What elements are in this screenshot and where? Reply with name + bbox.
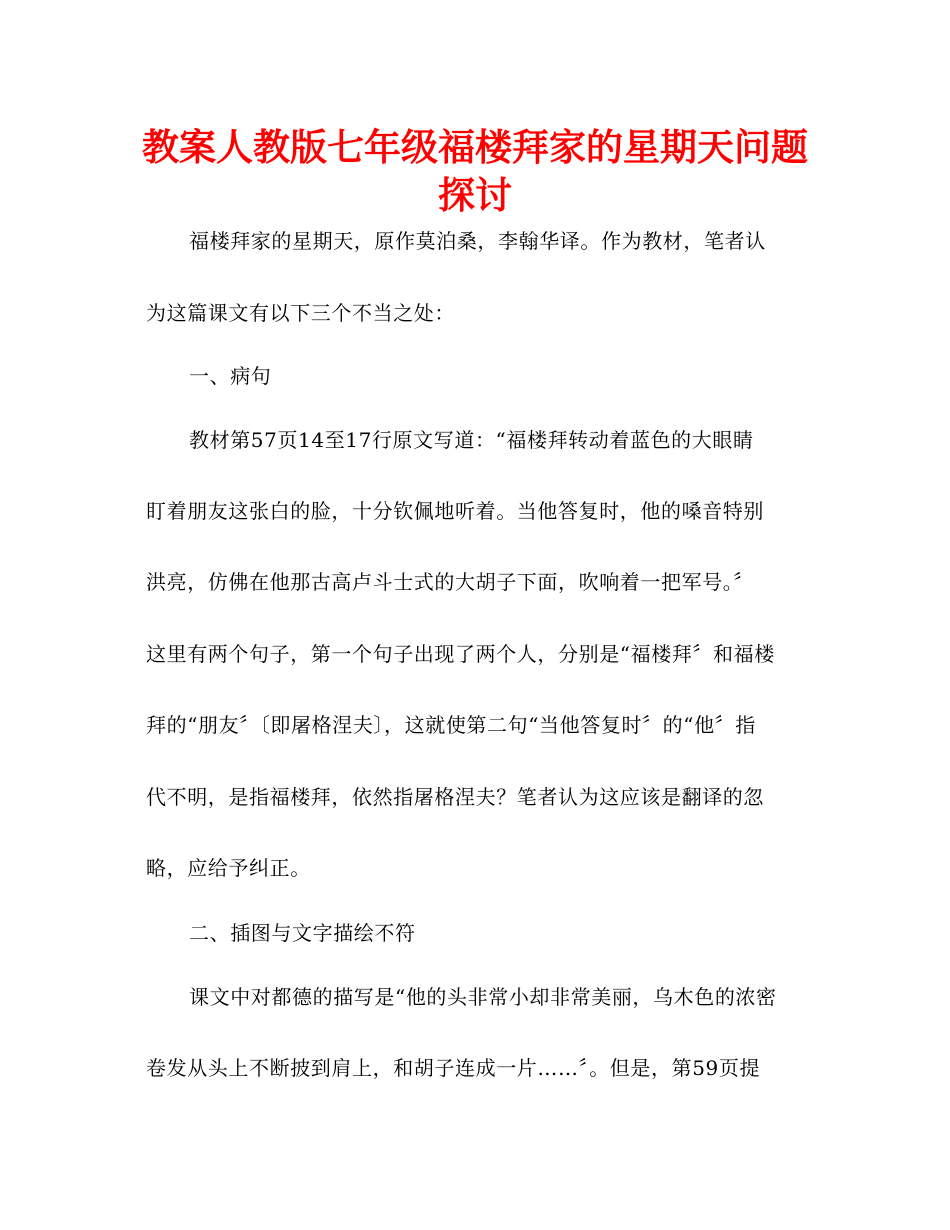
paragraph-line: 福楼拜家的星期天，原作莫泊桑，李翰华译。作为教材，笔者认	[189, 229, 766, 253]
paragraph-line: 代不明，是指福楼拜，依然指屠格涅夫？笔者认为这应该是翻译的忽	[146, 785, 764, 809]
section-heading: 一、病句	[189, 364, 272, 388]
paragraph-line: 这里有两个句子，第一个句子出现了两个人，分别是“福楼拜〞和福楼	[146, 642, 775, 666]
paragraph-line: 盯着朋友这张白的脸，十分钦佩地听着。当他答复时，他的嗓音特别	[146, 499, 764, 523]
paragraph-line: 课文中对都德的描写是“他的头非常小却非常美丽，乌木色的浓密	[189, 985, 777, 1009]
document-title-line-2: 探讨	[438, 174, 512, 217]
paragraph-line: 洪亮，仿佛在他那古高卢斗士式的大胡子下面，吹响着一把军号。〞	[146, 570, 754, 594]
paragraph-line: 略，应给予纠正。	[146, 856, 311, 880]
section-heading: 二、插图与文字描绘不符	[189, 921, 416, 945]
paragraph-line: 为这篇课文有以下三个不当之处：	[146, 301, 455, 325]
paragraph-line: 拜的“朋友〞〔即屠格涅夫〕，这就使第二句“当他答复时〞的“他〞指	[146, 713, 756, 737]
paragraph-line: 教材第57页14至17行原文写道：“福楼拜转动着蓝色的大眼睛	[189, 428, 754, 452]
document-title-line-1: 教案人教版七年级福楼拜家的星期天问题	[142, 126, 808, 169]
paragraph-line: 卷发从头上不断披到肩上，和胡子连成一片……〞。但是，第59页提	[146, 1056, 761, 1080]
